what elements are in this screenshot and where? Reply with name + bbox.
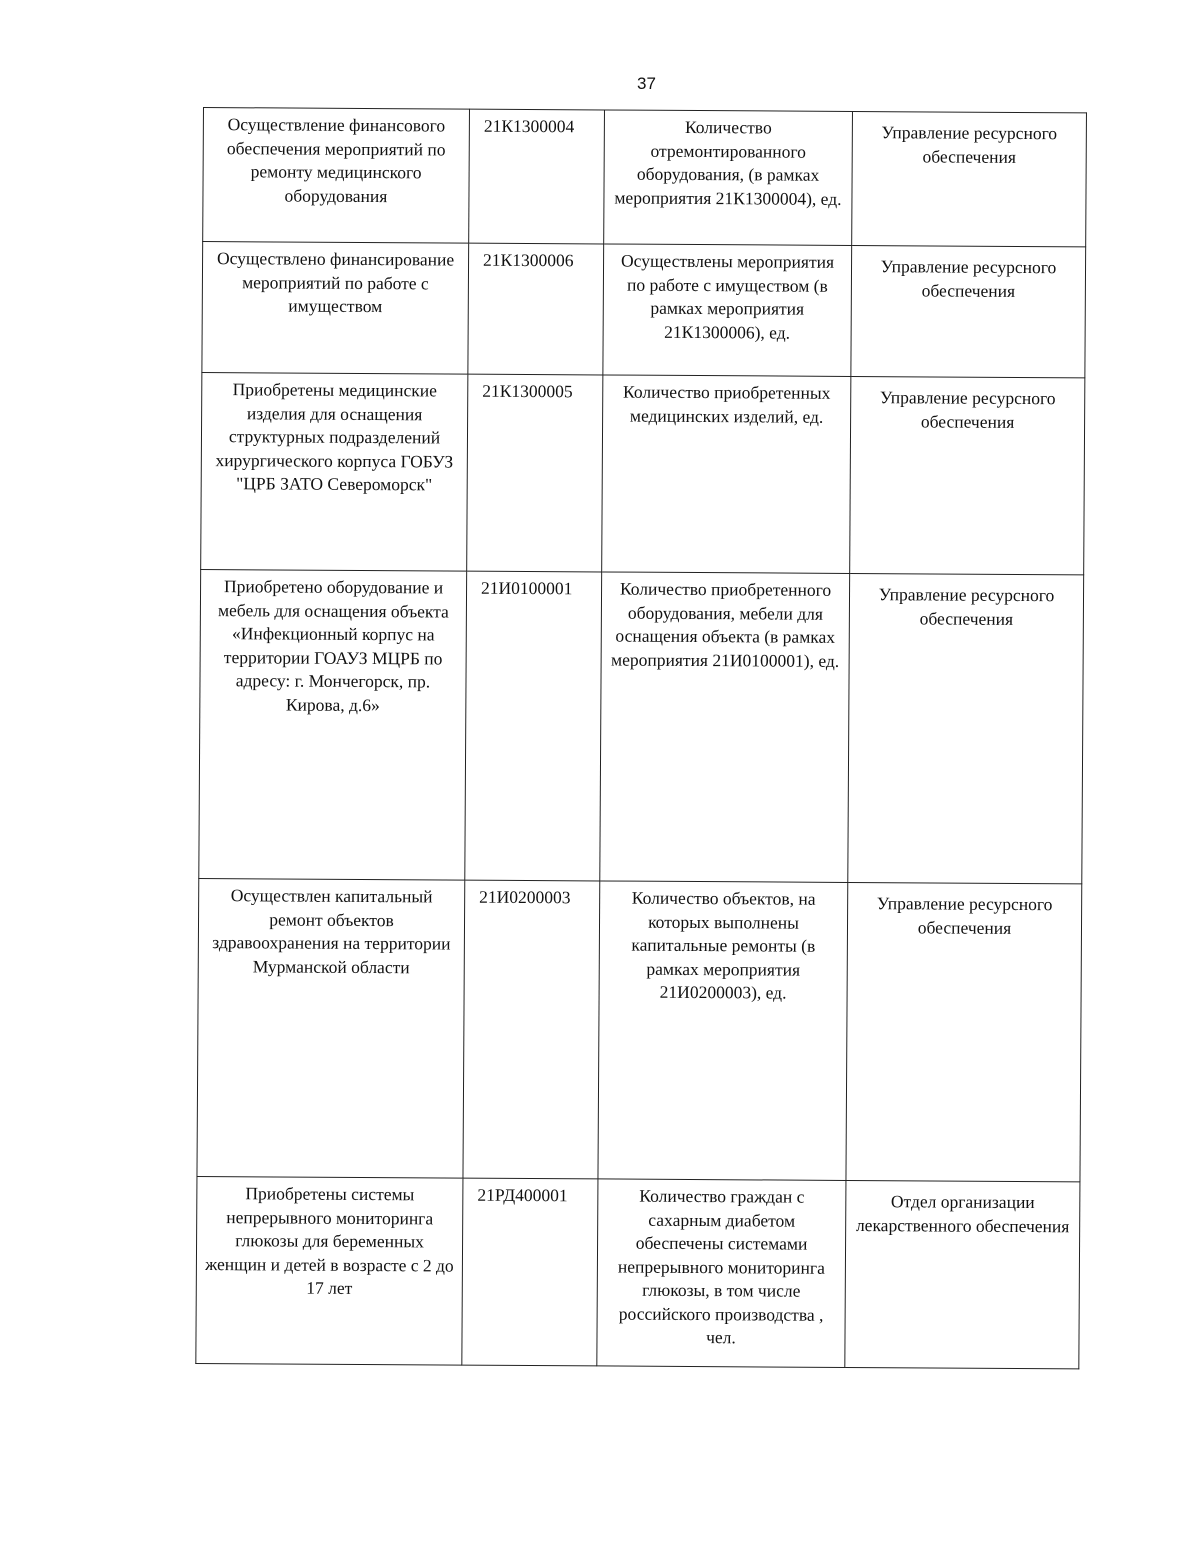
- result-cell: [203, 108, 470, 244]
- table-row: [203, 108, 1087, 247]
- responsible-text: Управление ресурсного обеспечения: [876, 893, 1053, 938]
- code-text: 21К1300006: [483, 249, 574, 271]
- code-cell: [468, 243, 604, 375]
- table-row: [199, 569, 1084, 883]
- result-text: Приобретены медицинские изделия для оснащения структурных подразделений хирургического корпуса ГОБУЗ "ЦРБ ЗАТО Североморск": [215, 379, 454, 495]
- indicator-text: Осуществлены мероприятия по работе с имуществом (в рамках мероприятия 21К1300006), ед.: [621, 250, 835, 343]
- indicator-cell: [604, 110, 853, 246]
- result-cell: [199, 569, 467, 880]
- code-text: 21К1300004: [483, 115, 575, 137]
- table-row: [202, 242, 1086, 378]
- indicator-text: Количество приобретенных медицинских изделий, ед.: [622, 381, 831, 427]
- indicator-cell: [598, 881, 848, 1181]
- measures-table: [195, 107, 1087, 1369]
- code-text: 21И0100001: [481, 577, 573, 599]
- responsible-cell: [851, 245, 1086, 377]
- result-text: Осуществление финансового обеспечения мероприятий по ремонту медицинского оборудования: [226, 114, 446, 206]
- result-text: Приобретены системы непрерывного мониторинга глюкозы для беременных женщин и детей в возрасте с 2 до 17 лет: [205, 1183, 454, 1298]
- responsible-cell: [846, 882, 1082, 1181]
- result-text: Осуществлено финансирование мероприятий по работе с имуществом: [216, 248, 455, 317]
- indicator-text: Количество граждан с сахарным диабетом обеспечены системами непрерывного мониторинга глюкозы, в том числе российского производства , чел.: [617, 1185, 825, 1348]
- code-cell: [465, 571, 602, 881]
- table-row: [201, 372, 1085, 574]
- code-text: 21И0200003: [479, 886, 571, 908]
- indicator-cell: [597, 1179, 846, 1368]
- indicator-cell: [603, 244, 852, 377]
- responsible-cell: [850, 376, 1085, 574]
- code-cell: [462, 1178, 598, 1366]
- responsible-cell: [848, 573, 1084, 883]
- page-number: 37: [637, 74, 656, 93]
- responsible-text: Управление ресурсного обеспечения: [879, 387, 1056, 432]
- responsible-text: Управление ресурсного обеспечения: [880, 256, 1057, 301]
- responsible-text: Управление ресурсного обеспечения: [878, 584, 1055, 629]
- code-text: 21РД400001: [477, 1184, 568, 1206]
- responsible-cell: [852, 111, 1087, 246]
- responsible-text: Отдел организации лекарственного обеспечения: [855, 1191, 1070, 1236]
- code-cell: [463, 880, 600, 1179]
- code-text: 21К1300005: [482, 380, 573, 402]
- result-text: Осуществлен капитальный ремонт объектов здравоохранения на территории Мурманской области: [212, 885, 451, 977]
- result-cell: [196, 1176, 463, 1365]
- table-row: [196, 1176, 1080, 1368]
- indicator-text: Количество отремонтированного оборудования, (в рамках мероприятия 21К1300004), ед.: [614, 116, 842, 209]
- table-row: [197, 878, 1082, 1181]
- code-cell: [467, 374, 603, 572]
- result-text: Приобретено оборудование и мебель для оснащения объекта «Инфекционный корпус на территории ГОАУЗ МЦРБ по адресу: г. Мончегорск, пр. Кирова, д.6»: [217, 576, 449, 715]
- code-cell: [469, 109, 605, 244]
- indicator-text: Количество объектов, на которых выполнены капитальные ремонты (в рамках мероприятия 21И0200003), ед.: [631, 887, 816, 1003]
- indicator-cell: [602, 375, 851, 574]
- responsible-text: Управление ресурсного обеспечения: [881, 122, 1058, 167]
- result-cell: [197, 878, 465, 1178]
- indicator-cell: [600, 572, 850, 883]
- indicator-text: Количество приобретенного оборудования, мебели для оснащения объекта (в рамках мероприятия 21И0100001), ед.: [611, 578, 840, 671]
- responsible-cell: [845, 1180, 1080, 1368]
- result-cell: [201, 372, 468, 571]
- result-cell: [202, 242, 469, 375]
